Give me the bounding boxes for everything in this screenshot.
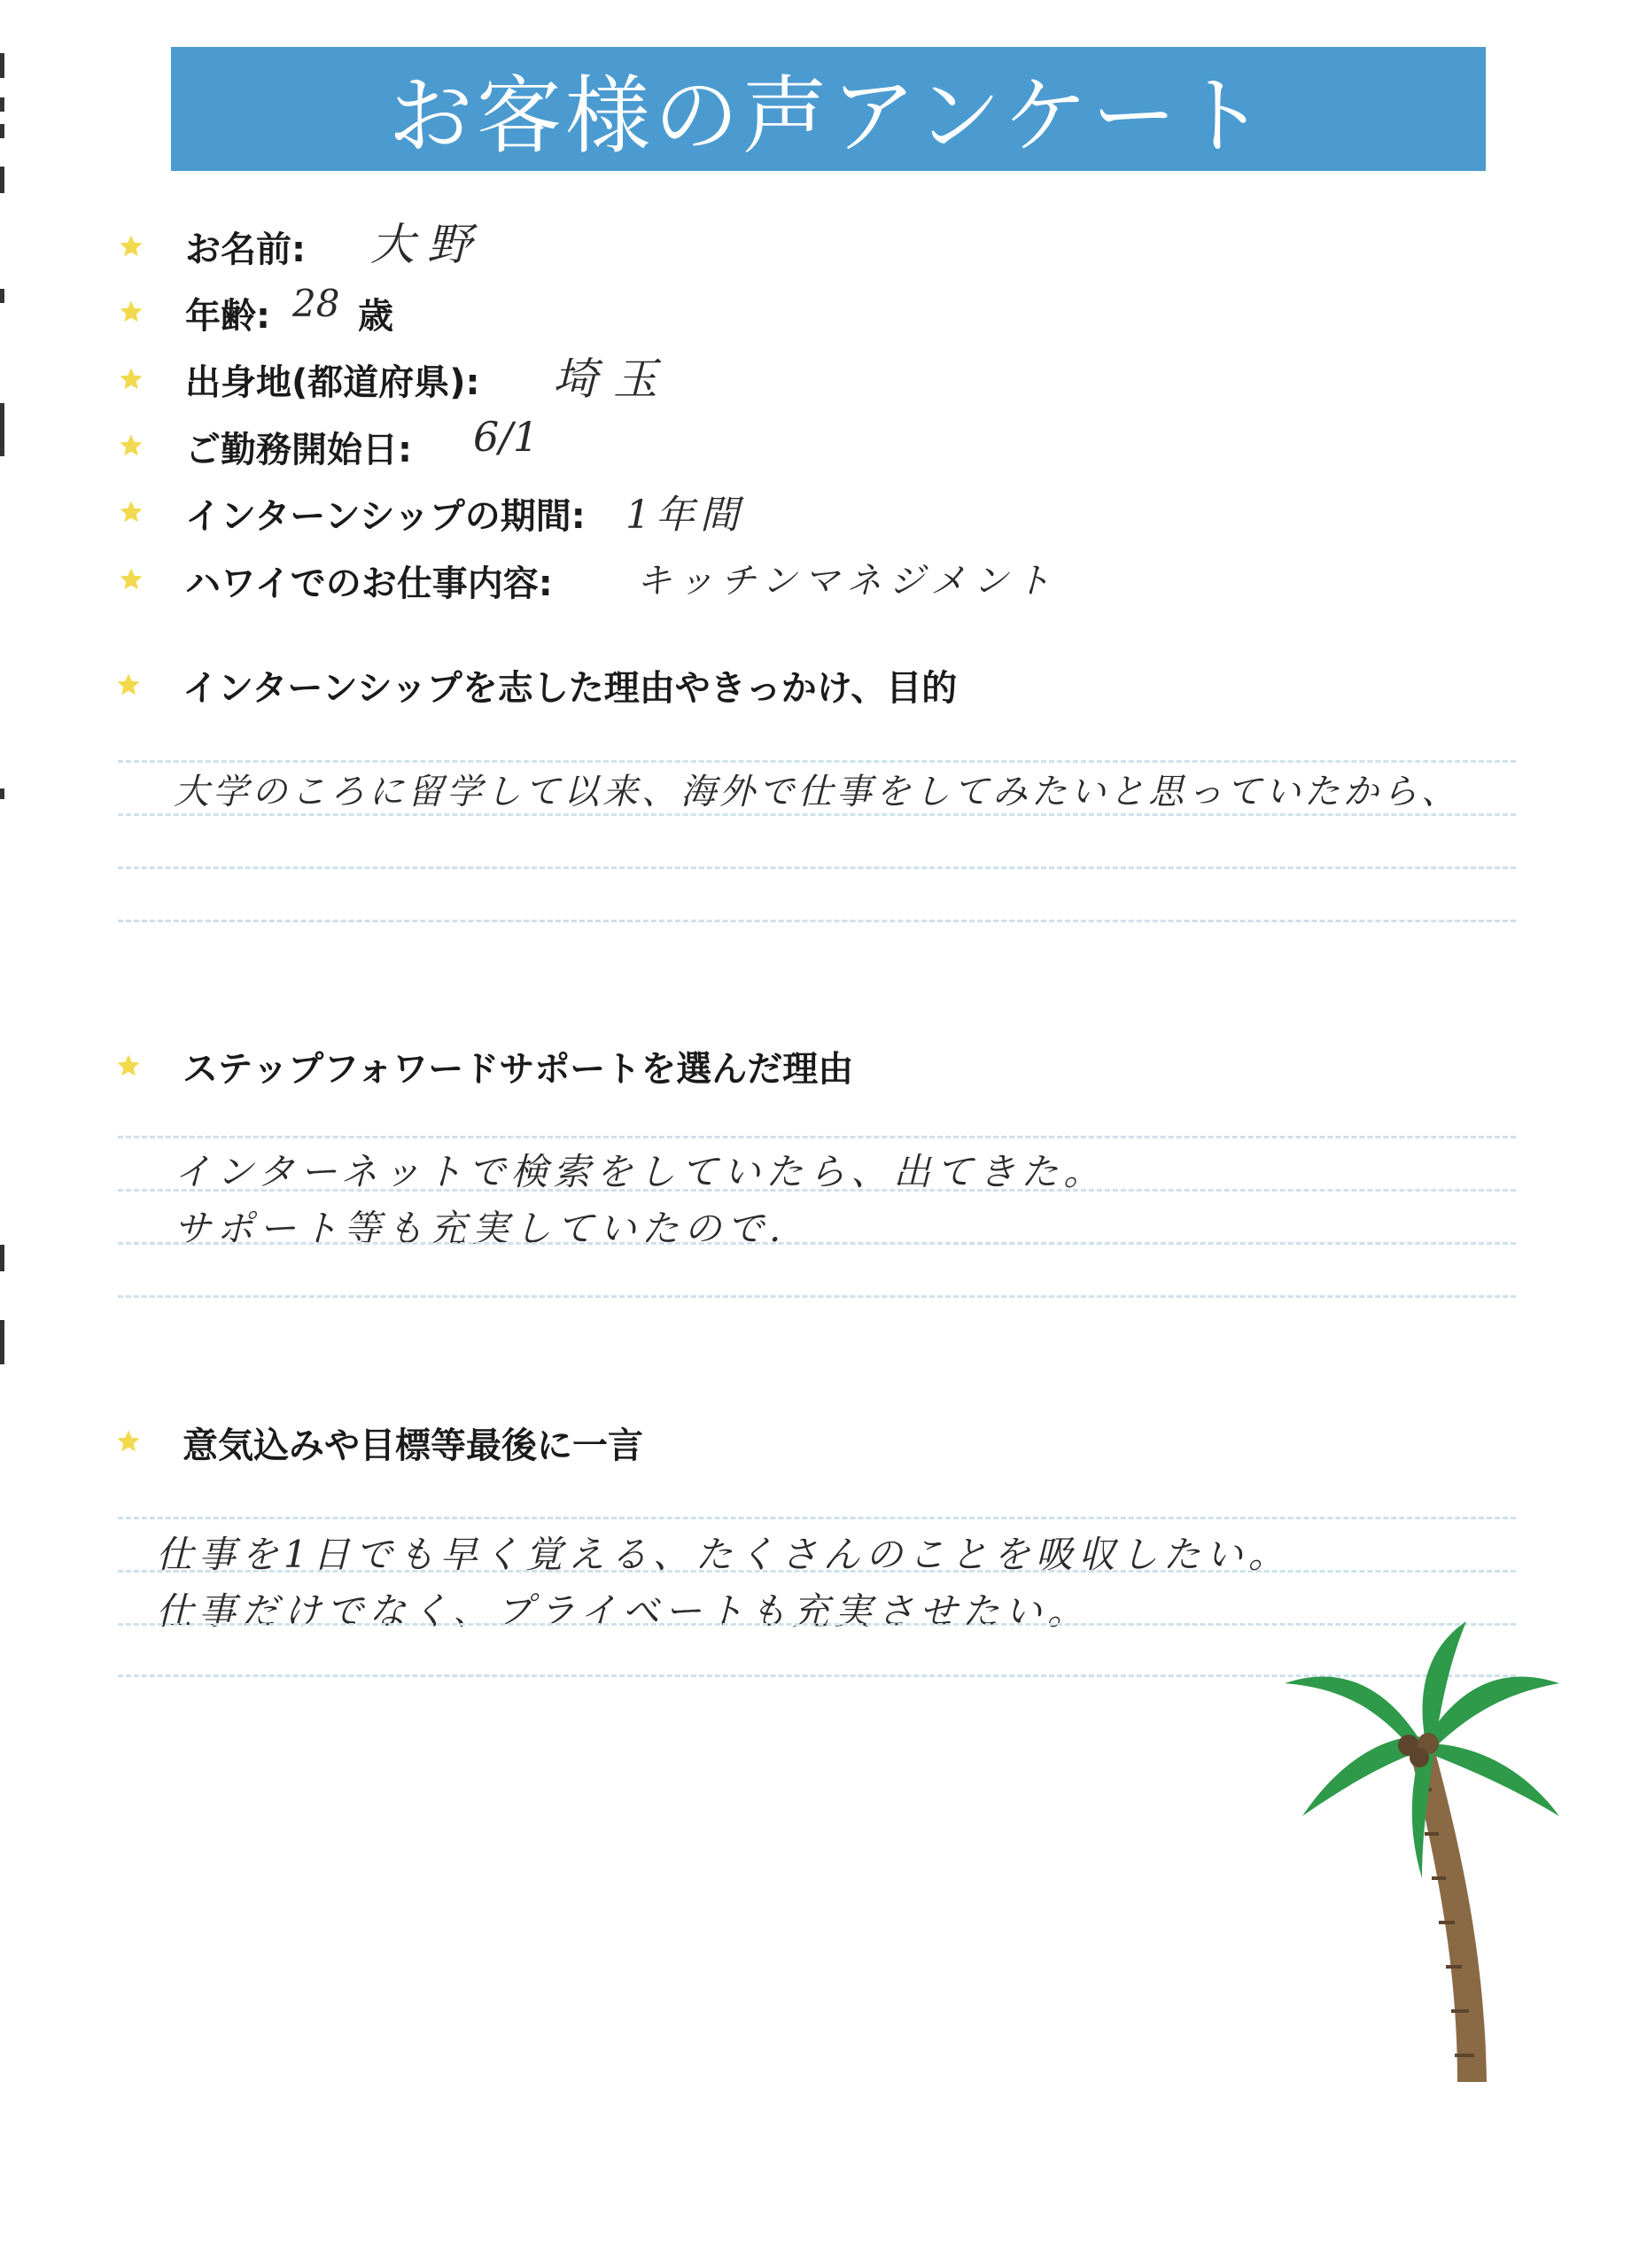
section-heading-motivation: インターンシップを志した理由やきっかけ、目的 — [183, 668, 958, 709]
ruled-line — [118, 920, 1516, 922]
ruled-line — [118, 760, 1516, 763]
age-label: 年齢: — [185, 296, 270, 337]
star-icon — [118, 233, 144, 260]
internship-period-label: インターンシップの期間: — [185, 496, 586, 537]
ruled-line — [118, 1517, 1516, 1519]
page-title: お客様の声アンケート — [387, 66, 1270, 166]
age-unit: 歳 — [358, 296, 393, 337]
star-icon — [115, 1428, 142, 1455]
scan-edge-mark — [0, 167, 4, 193]
ruled-line — [118, 1189, 1516, 1192]
title-banner — [171, 47, 1486, 171]
ruled-line — [118, 1242, 1516, 1245]
star-icon — [118, 432, 144, 459]
scan-edge-mark — [0, 403, 4, 456]
answer-line: インターネットで検索をしていたら、出てきた。 — [174, 1150, 1107, 1193]
scan-edge-mark — [0, 53, 4, 78]
name-value: 大野 — [370, 219, 484, 270]
section-heading-goals: 意気込みや目標等最後に一言 — [183, 1425, 643, 1466]
ruled-line — [118, 813, 1516, 816]
job-content-value: キッチンマネジメント — [636, 561, 1058, 602]
scan-edge-mark — [0, 289, 4, 303]
ruled-line — [118, 866, 1516, 869]
internship-period-value: 1年間 — [625, 493, 744, 538]
scan-edge-mark — [0, 788, 4, 799]
answer-line: 仕事を1日でも早く覚える、たくさんのことを吸収したい。 — [156, 1533, 1291, 1576]
scan-edge-mark — [0, 124, 4, 138]
star-icon — [115, 1052, 142, 1079]
answer-line: 大学のころに留学して以来、海外で仕事をしてみたいと思っていたから、 — [174, 772, 1460, 812]
name-label: お名前: — [185, 229, 306, 270]
scan-edge-mark — [0, 97, 4, 112]
ruled-line — [118, 1136, 1516, 1138]
age-value: 28 — [292, 282, 340, 325]
hometown-value: 埼玉 — [553, 353, 673, 405]
star-icon — [118, 366, 144, 392]
star-icon — [118, 566, 144, 593]
answer-line: 仕事だけでなく、プライベートも充実させたい。 — [156, 1589, 1090, 1633]
section-heading-reason: ステップフォワードサポートを選んだ理由 — [183, 1049, 854, 1090]
start-date-label: ご勤務開始日: — [185, 430, 412, 470]
star-icon — [118, 499, 144, 525]
hometown-label: 出身地(都道府県): — [185, 362, 480, 403]
scan-edge-mark — [0, 1320, 4, 1364]
ruled-line — [118, 1295, 1516, 1298]
palm-tree-icon — [1276, 1612, 1577, 2091]
start-date-value: 6/1 — [473, 413, 540, 461]
answer-line: サポート等も充実していたので. — [174, 1207, 787, 1250]
ruled-line — [118, 1570, 1516, 1573]
star-icon — [115, 672, 142, 698]
scan-edge-mark — [0, 1245, 4, 1271]
job-content-label: ハワイでのお仕事内容: — [185, 563, 553, 604]
star-icon — [118, 299, 144, 325]
